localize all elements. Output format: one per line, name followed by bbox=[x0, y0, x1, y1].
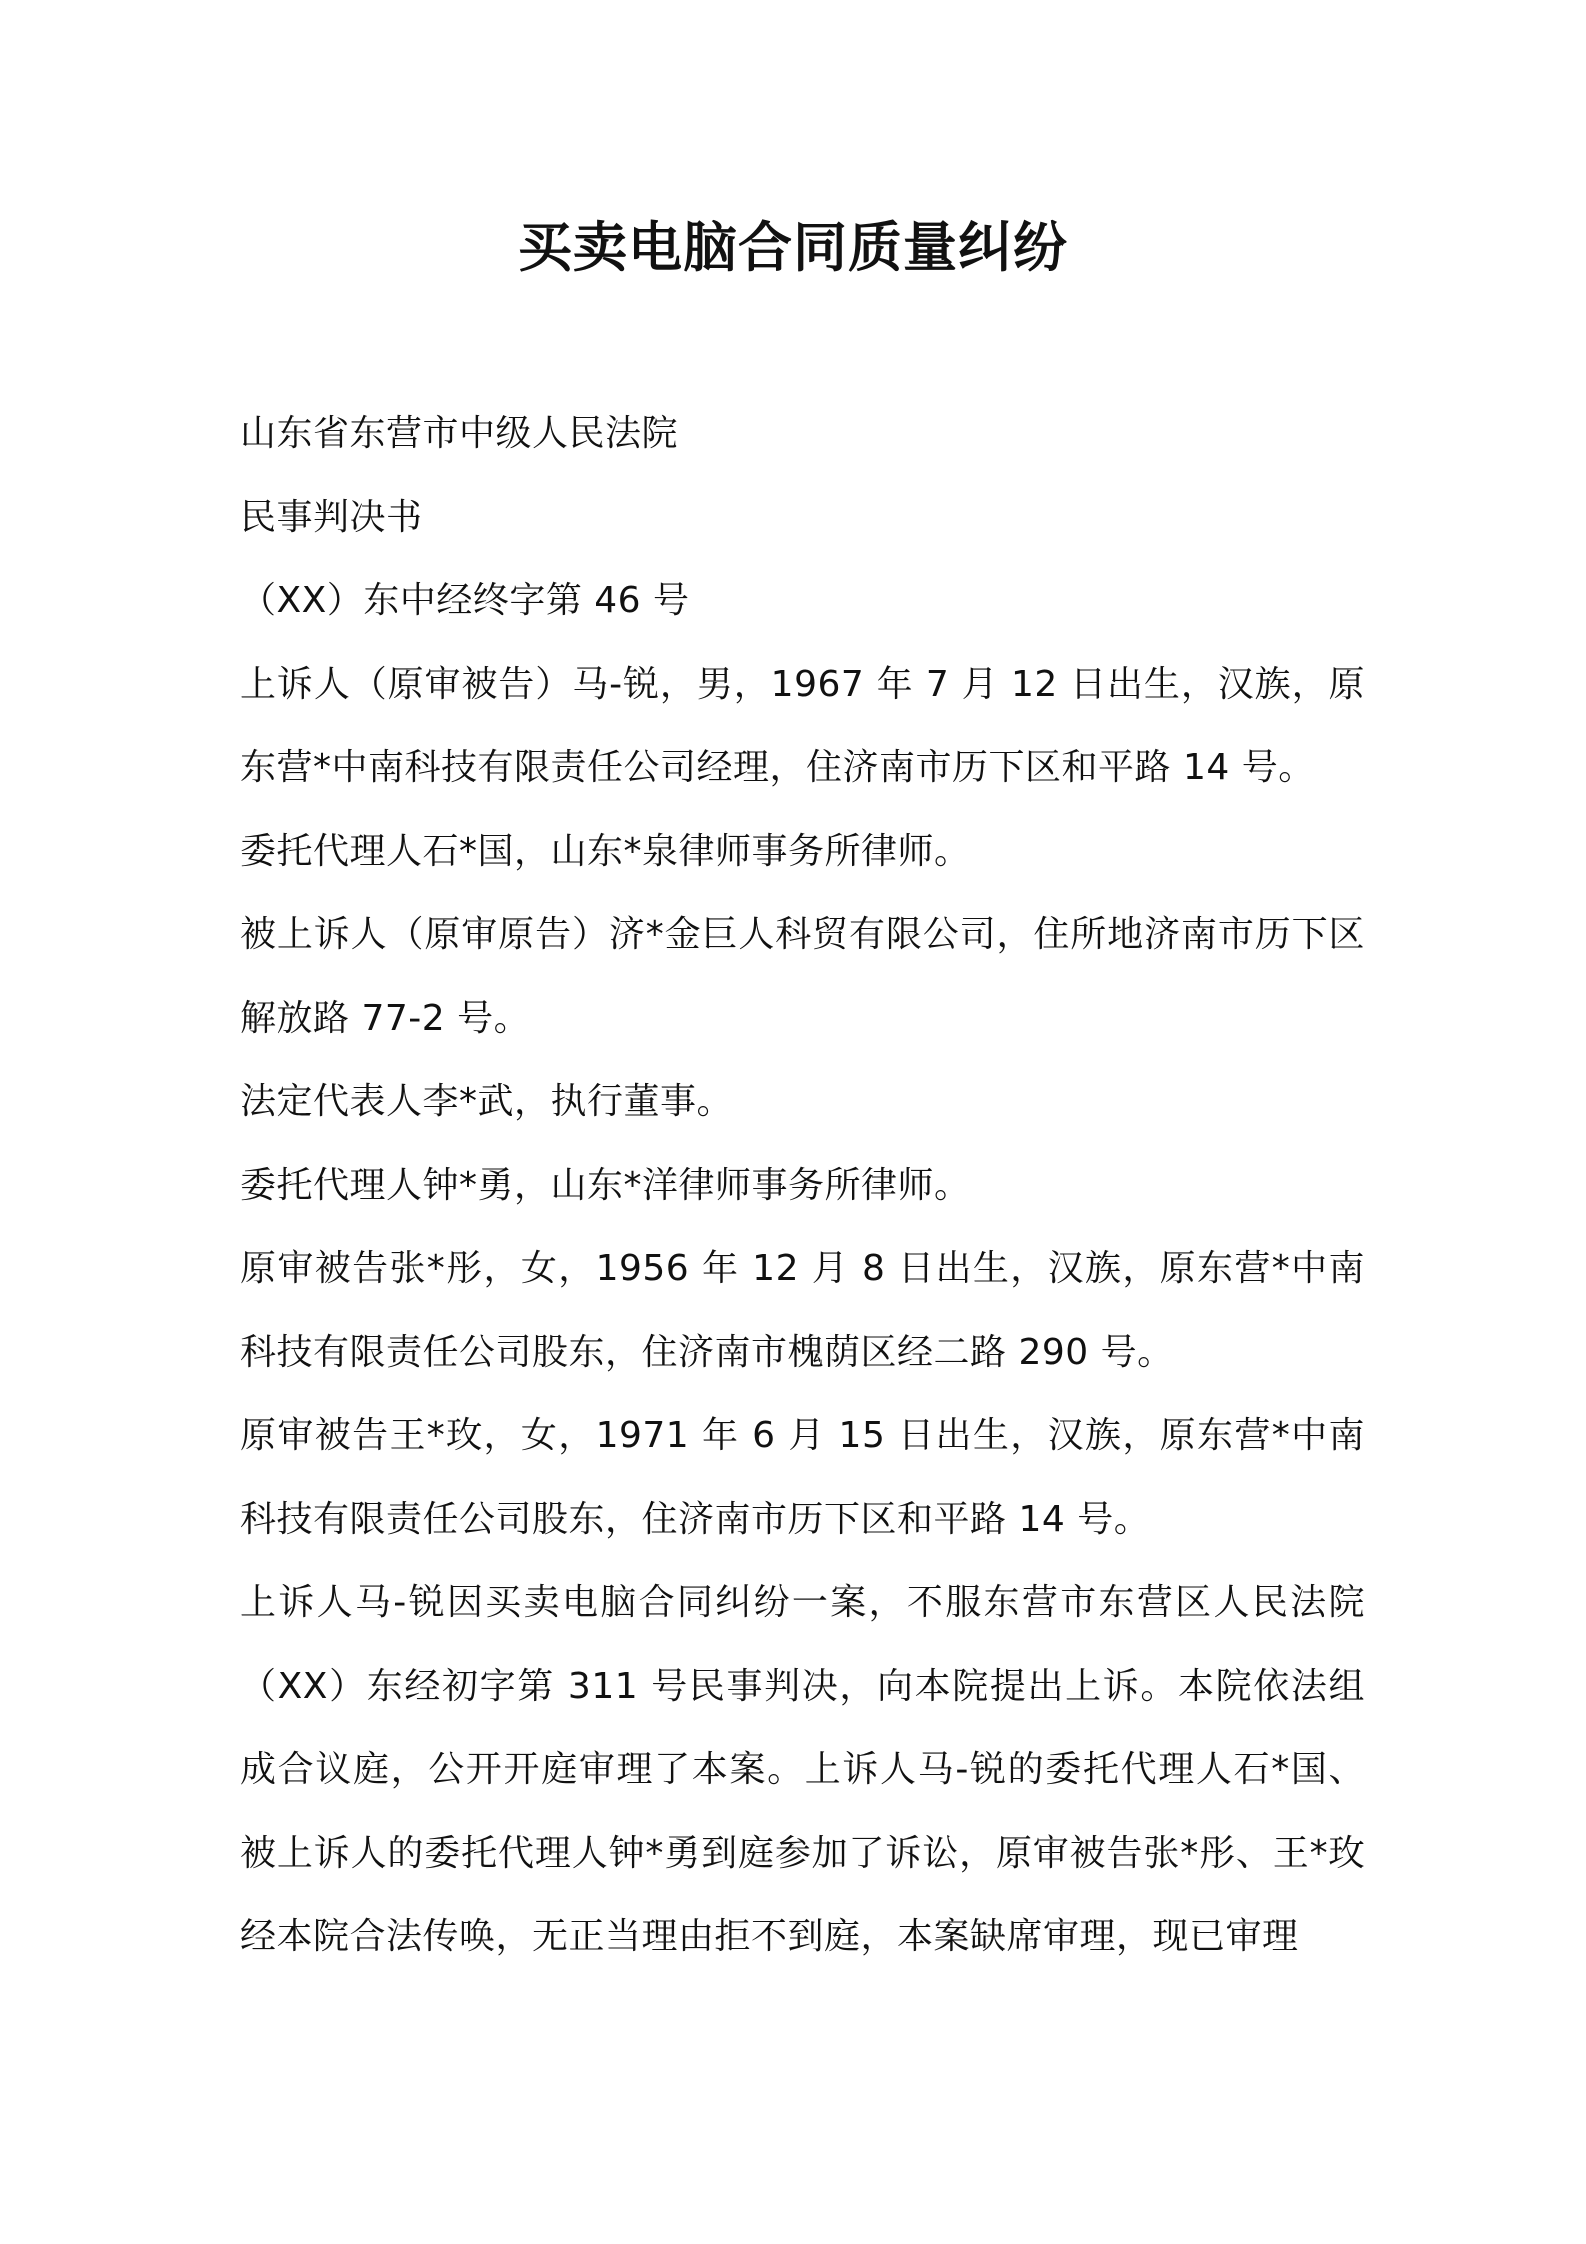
case-number: （XX）东中经终字第 46 号 bbox=[240, 580, 690, 621]
appellant-agent: 委托代理人石*国，山东*泉律师事务所律师。 bbox=[240, 830, 971, 872]
case-summary: 上诉人马-锐因买卖电脑合同纠纷一案，不服东营市东营区人民法院（XX）东经初字第 311 号民事判决，向本院提出上诉。本院依法组成合议庭，公开开庭审理了本案。上诉人马-锐的委托代理人石*国、被上诉人的委托代理人钟*勇到庭参加了诉讼，原审被告张*彤、王*玫经本院合法传唤，无正当理由拒不到庭，本案缺席审理，现已审理 bbox=[240, 1582, 1365, 1957]
document-title: 买卖电脑合同质量纠纷 bbox=[518, 216, 1068, 279]
document-body bbox=[240, 392, 1365, 1979]
document-type: 民事判决书 bbox=[240, 496, 423, 538]
appellee-info: 被上诉人（原审原告）济*金巨人科贸有限公司，住所地济南市历下区解放路 77-2 号。 bbox=[240, 914, 1365, 1039]
appellant-info: 上诉人（原审被告）马-锐，男，1967 年 7 月 12 日出生，汉族，原东营*中南科技有限责任公司经理，住济南市历下区和平路 14 号。 bbox=[240, 663, 1365, 788]
defendant-zhang: 原审被告张*彤，女，1956 年 12 月 8 日出生，汉族，原东营*中南科技有限责任公司股东，住济南市槐荫区经二路 290 号。 bbox=[240, 1248, 1365, 1373]
defendant-wang: 原审被告王*玫，女，1971 年 6 月 15 日出生，汉族，原东营*中南科技有限责任公司股东，住济南市历下区和平路 14 号。 bbox=[240, 1415, 1365, 1540]
appellee-agent: 委托代理人钟*勇，山东*洋律师事务所律师。 bbox=[240, 1164, 971, 1206]
court-name: 山东省东营市中级人民法院 bbox=[240, 413, 679, 454]
legal-representative: 法定代表人李*武，执行董事。 bbox=[240, 1081, 734, 1122]
